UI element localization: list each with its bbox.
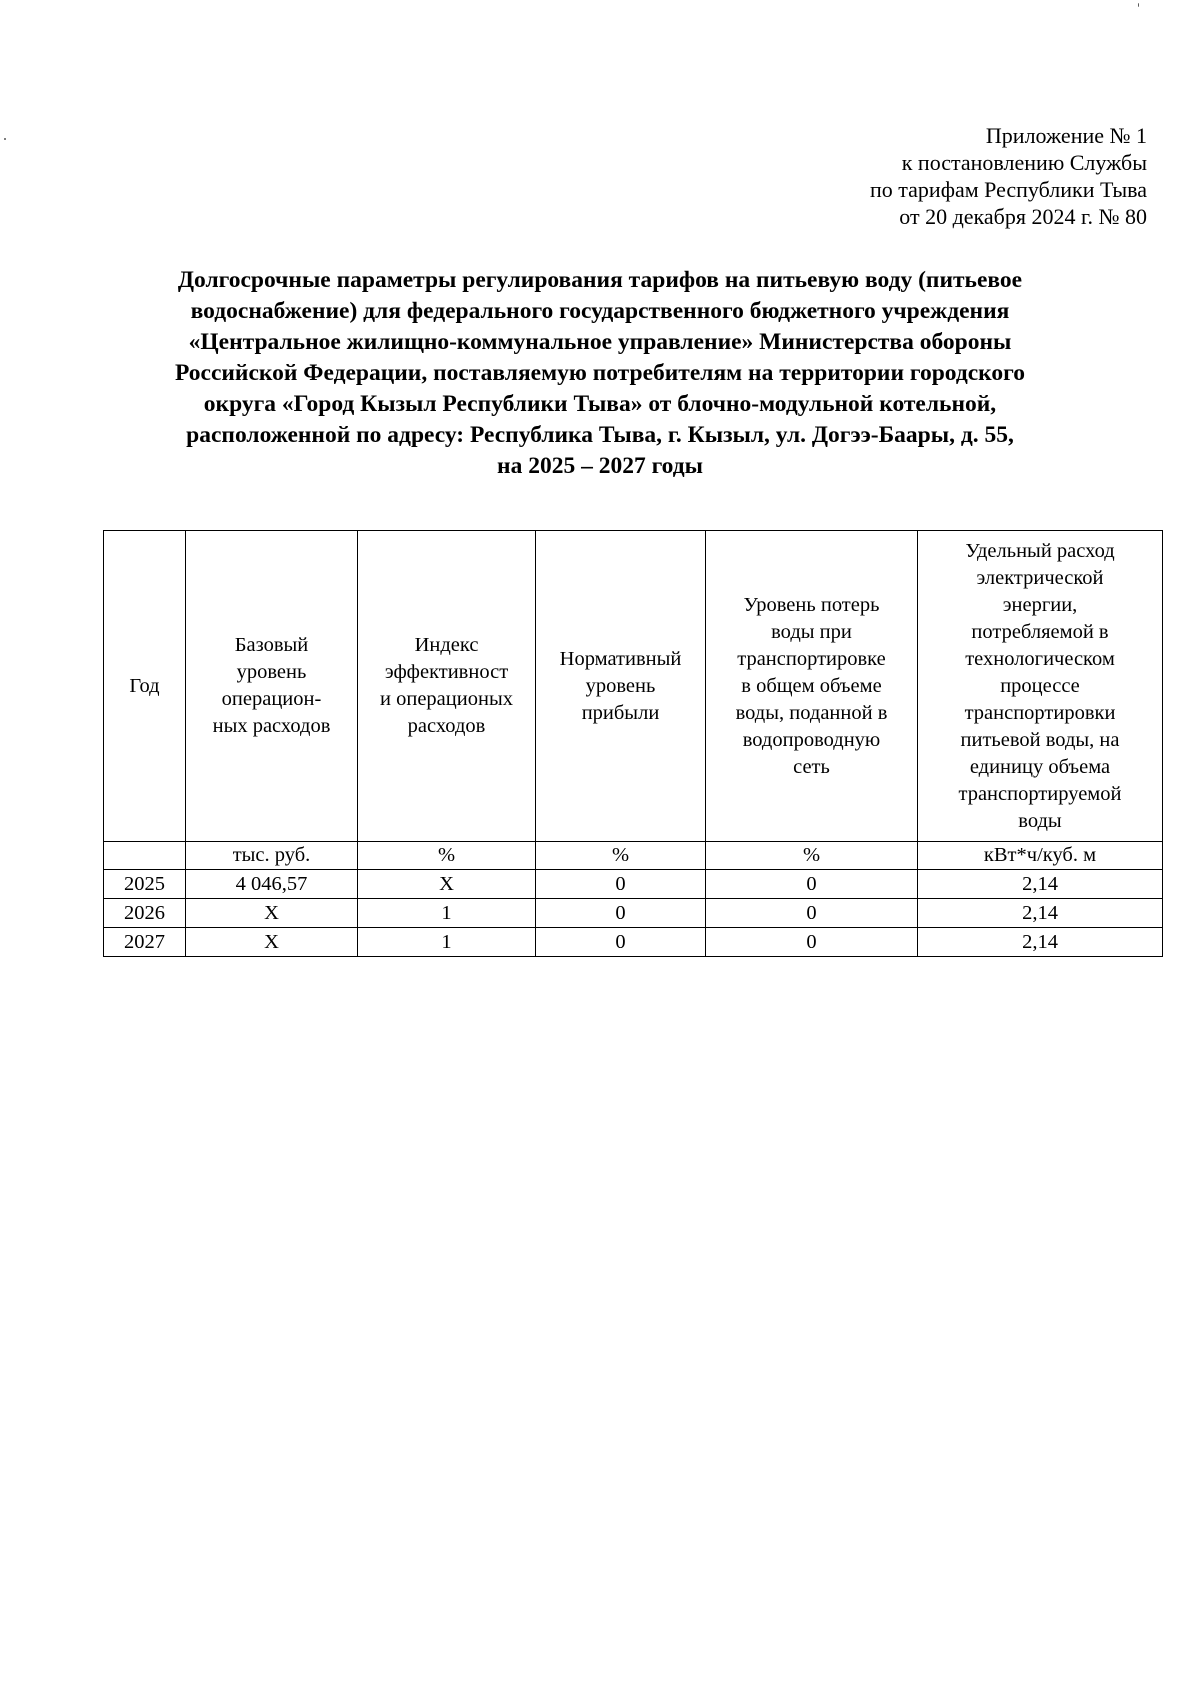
- year-cell: 2027: [104, 928, 186, 957]
- table-cell: 0: [536, 870, 706, 899]
- unit-cell: %: [358, 842, 536, 870]
- header-profit-level: Нормативный уровень прибыли: [536, 531, 706, 842]
- table-cell: X: [186, 928, 358, 957]
- document-title: [100, 265, 1100, 482]
- parameters-table: [103, 530, 1163, 957]
- unit-cell: %: [706, 842, 918, 870]
- table-units-row: [104, 842, 1163, 870]
- table-header-row: [104, 531, 1163, 842]
- table-cell: 0: [536, 899, 706, 928]
- unit-cell: [104, 842, 186, 870]
- appendix-line: по тарифам Республики Тыва: [870, 177, 1147, 202]
- appendix-line: Приложение № 1: [985, 123, 1147, 148]
- table-cell: X: [186, 899, 358, 928]
- scan-speck: [1138, 3, 1139, 7]
- table-cell: 4 046,57: [186, 870, 358, 899]
- title-line: Российской Федерации, поставляемую потребителям на территории городского: [175, 360, 1025, 386]
- appendix-line: к постановлению Службы: [901, 150, 1147, 175]
- header-base-opex: Базовый уровень операцион- ных расходов: [186, 531, 358, 842]
- table-cell: X: [358, 870, 536, 899]
- appendix-line: от 20 декабря 2024 г. № 80: [899, 204, 1147, 229]
- year-cell: 2026: [104, 899, 186, 928]
- year-cell: 2025: [104, 870, 186, 899]
- header-efficiency-index: Индекс эффективност и операционых расходов: [358, 531, 536, 842]
- table-row: [104, 899, 1163, 928]
- table-cell: 2,14: [918, 899, 1163, 928]
- table-cell: 0: [706, 870, 918, 899]
- header-energy-consumption: Удельный расход электрической энергии, потребляемой в технологическом процессе транспортировки питьевой воды, на единицу объема транспортируемой воды: [918, 531, 1163, 842]
- header-year: Год: [104, 531, 186, 842]
- header-water-loss: Уровень потерь воды при транспортировке в общем объеме воды, поданной в водопроводную сеть: [706, 531, 918, 842]
- table-cell: 2,14: [918, 870, 1163, 899]
- appendix-reference: [870, 122, 1147, 230]
- title-line: на 2025 – 2027 годы: [497, 453, 703, 479]
- title-line: водоснабжение) для федерального государственного бюджетного учреждения: [190, 298, 1010, 324]
- title-line: округа «Город Кызыл Республики Тыва» от блочно-модульной котельной,: [203, 391, 997, 417]
- table-cell: 2,14: [918, 928, 1163, 957]
- table-cell: 1: [358, 928, 536, 957]
- unit-cell: %: [536, 842, 706, 870]
- table-row: [104, 870, 1163, 899]
- scan-speck: [4, 138, 6, 140]
- table-cell: 0: [536, 928, 706, 957]
- title-line: расположенной по адресу: Республика Тыва, г. Кызыл, ул. Догээ-Баары, д. 55,: [186, 422, 1014, 448]
- unit-cell: кВт*ч/куб. м: [918, 842, 1163, 870]
- table-cell: 0: [706, 899, 918, 928]
- table-cell: 0: [706, 928, 918, 957]
- table-row: [104, 928, 1163, 957]
- title-line: Долгосрочные параметры регулирования тарифов на питьевую воду (питьевое: [177, 267, 1023, 293]
- unit-cell: тыс. руб.: [186, 842, 358, 870]
- title-line: «Центральное жилищно-коммунальное управление» Министерства обороны: [188, 329, 1012, 355]
- table-cell: 1: [358, 899, 536, 928]
